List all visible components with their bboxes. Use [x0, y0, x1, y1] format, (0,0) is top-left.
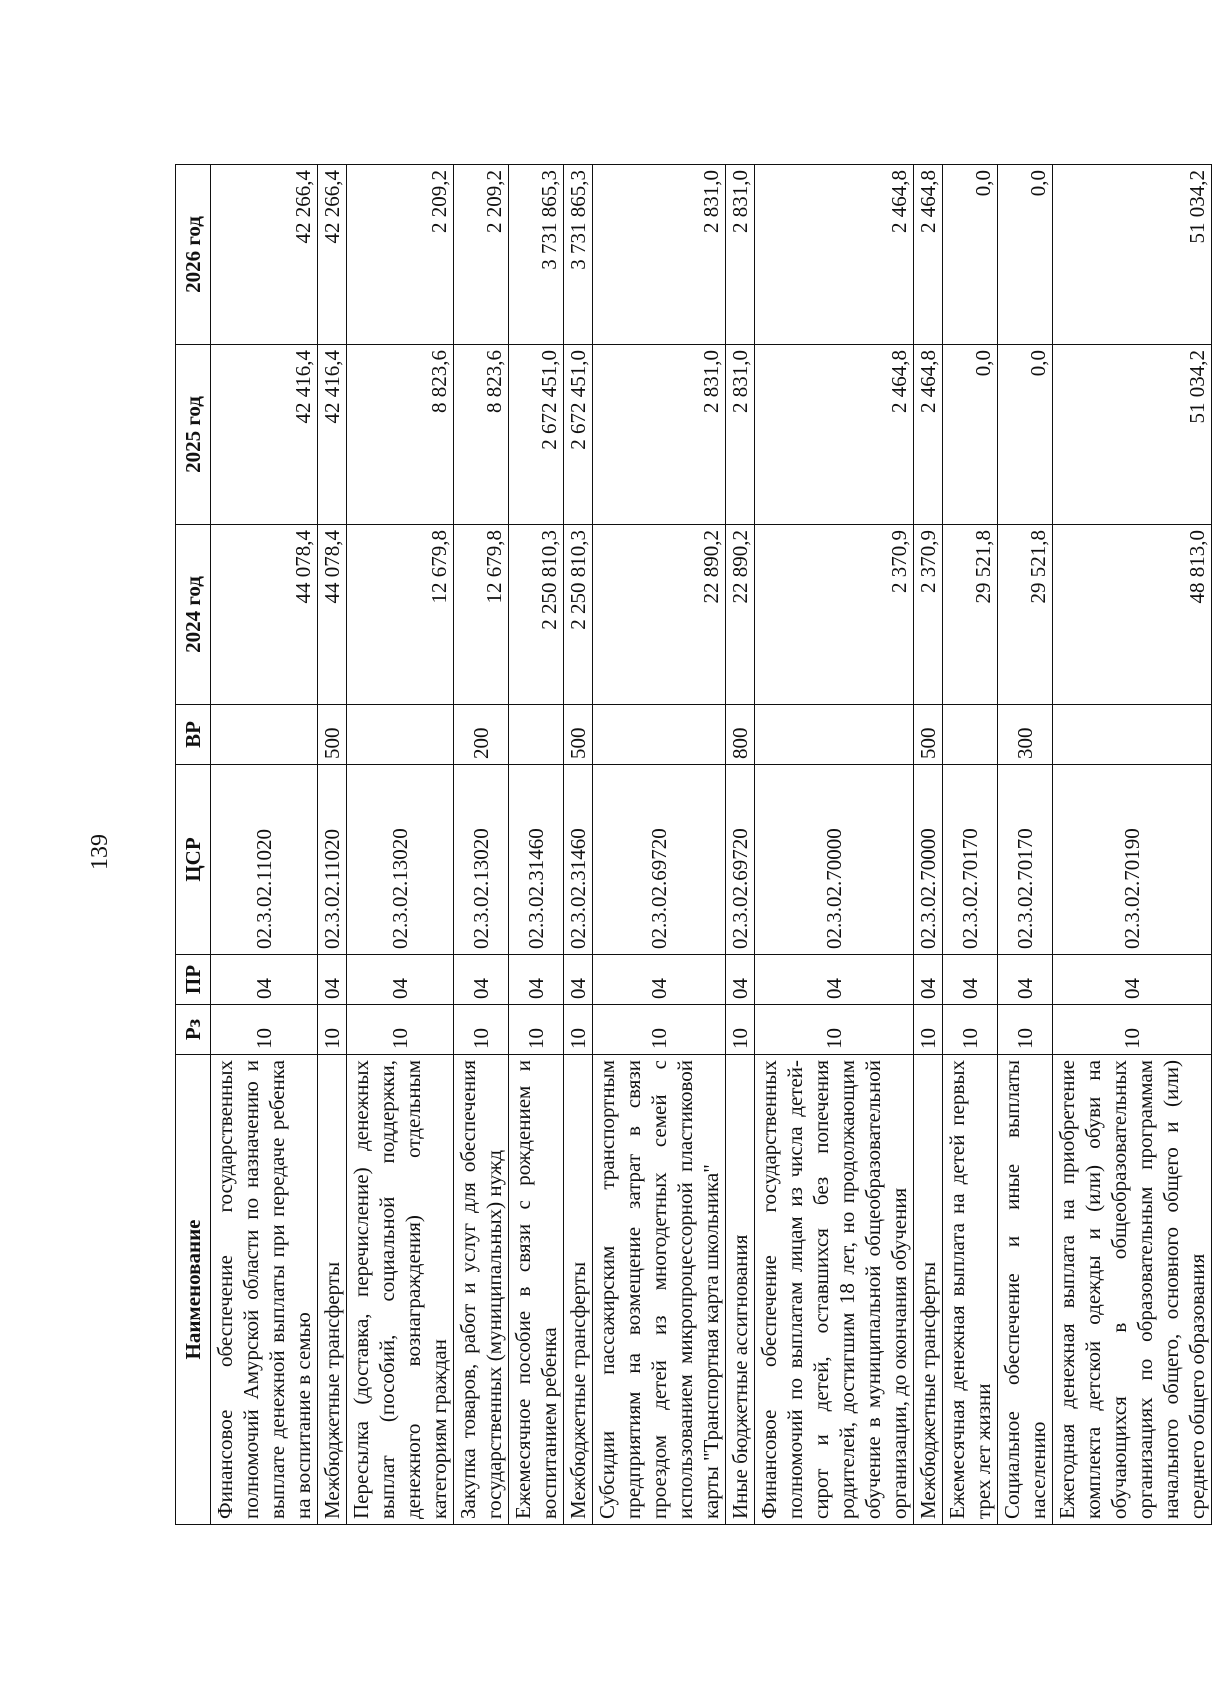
- cell-name: Ежегодная денежная выплата на приобретение комплекта детской одежды и (или) обуви на обучающихся в общеобразовательных организациях по образовательным программам начального общего, основного общего и (или) среднего общего образования: [1053, 1055, 1212, 1525]
- table-row: [564, 165, 593, 1525]
- cell-2026: 2 831,0: [726, 165, 755, 345]
- table-row: [454, 165, 509, 1525]
- cell-2026: 2 209,2: [454, 165, 509, 345]
- cell-2026: 42 266,4: [318, 165, 347, 345]
- cell-rz: 10: [454, 1005, 509, 1055]
- cell-name: Закупка товаров, работ и услуг для обеспечения государственных (муниципальных) нужд: [454, 1055, 509, 1525]
- cell-2025: 2 672 451,0: [564, 345, 593, 525]
- cell-2024: 2 370,9: [755, 525, 914, 705]
- cell-pr: 04: [564, 955, 593, 1005]
- cell-pr: 04: [726, 955, 755, 1005]
- header-row: [176, 165, 211, 1525]
- cell-2026: 0,0: [998, 165, 1053, 345]
- cell-2026: 42 266,4: [211, 165, 318, 345]
- cell-2024: 29 521,8: [998, 525, 1053, 705]
- header-pr: ПР: [176, 955, 211, 1005]
- cell-vr: [509, 705, 564, 765]
- cell-pr: 04: [593, 955, 726, 1005]
- cell-name: Социальное обеспечение и иные выплаты населению: [998, 1055, 1053, 1525]
- cell-2026: 2 464,8: [914, 165, 943, 345]
- cell-2026: 3 731 865,3: [509, 165, 564, 345]
- table-row: [347, 165, 454, 1525]
- cell-2025: 2 831,0: [593, 345, 726, 525]
- cell-csr: 02.3.02.13020: [347, 765, 454, 955]
- cell-2024: 12 679,8: [347, 525, 454, 705]
- cell-vr: [347, 705, 454, 765]
- cell-2024: 48 813,0: [1053, 525, 1212, 705]
- cell-2025: 2 464,8: [755, 345, 914, 525]
- cell-2024: 2 250 810,3: [564, 525, 593, 705]
- cell-rz: 10: [1053, 1005, 1212, 1055]
- table-row: [509, 165, 564, 1525]
- cell-pr: 04: [347, 955, 454, 1005]
- cell-rz: 10: [726, 1005, 755, 1055]
- table-body: [211, 165, 1212, 1525]
- cell-rz: 10: [347, 1005, 454, 1055]
- header-name: Наименование: [176, 1055, 211, 1525]
- cell-name: Финансовое обеспечение государственных полномочий Амурской области по назначению и выплате денежной выплаты при передаче ребенка на воспитание в семью: [211, 1055, 318, 1525]
- cell-pr: 04: [1053, 955, 1212, 1005]
- cell-2025: 2 464,8: [914, 345, 943, 525]
- cell-2026: 2 209,2: [347, 165, 454, 345]
- cell-name: Финансовое обеспечение государственных полномочий по выплатам лицам из числа детей-сирот и детей, оставшихся без попечения родителей, достигшим 18 лет, но продолжающим обучение в муниципальной общеобразовательной организации, до окончания обучения: [755, 1055, 914, 1525]
- cell-rz: 10: [755, 1005, 914, 1055]
- cell-name: Иные бюджетные ассигнования: [726, 1055, 755, 1525]
- cell-csr: 02.3.02.31460: [564, 765, 593, 955]
- cell-pr: 04: [454, 955, 509, 1005]
- cell-name: Пересылка (доставка, перечисление) денежных выплат (пособий, социальной поддержки, денежного вознаграждения) отдельным категориям граждан: [347, 1055, 454, 1525]
- cell-rz: 10: [564, 1005, 593, 1055]
- cell-2025: 8 823,6: [347, 345, 454, 525]
- cell-2026: 2 831,0: [593, 165, 726, 345]
- table-row: [726, 165, 755, 1525]
- cell-csr: 02.3.02.11020: [318, 765, 347, 955]
- cell-2025: 2 672 451,0: [509, 345, 564, 525]
- table-row: [998, 165, 1053, 1525]
- cell-pr: 04: [318, 955, 347, 1005]
- cell-2024: 29 521,8: [943, 525, 998, 705]
- cell-2026: 3 731 865,3: [564, 165, 593, 345]
- cell-pr: 04: [943, 955, 998, 1005]
- cell-rz: 10: [318, 1005, 347, 1055]
- table-row: [318, 165, 347, 1525]
- cell-2025: 42 416,4: [211, 345, 318, 525]
- cell-name: Субсидии пассажирским транспортным предприятиям на возмещение затрат в связи проездом детей из многодетных семей с использованием микропроцессорной пластиковой карты "Транспортная карта школьника": [593, 1055, 726, 1525]
- cell-csr: 02.3.02.70000: [755, 765, 914, 955]
- cell-name: Межбюджетные трансферты: [914, 1055, 943, 1525]
- table-row: [1053, 165, 1212, 1525]
- header-rz: Рз: [176, 1005, 211, 1055]
- cell-vr: [211, 705, 318, 765]
- cell-rz: 10: [211, 1005, 318, 1055]
- cell-2025: 51 034,2: [1053, 345, 1212, 525]
- budget-table: [175, 164, 1212, 1525]
- cell-2024: 22 890,2: [593, 525, 726, 705]
- table-row: [211, 165, 318, 1525]
- cell-vr: [943, 705, 998, 765]
- cell-rz: 10: [509, 1005, 564, 1055]
- cell-name: Ежемесячное пособие в связи с рождением и воспитанием ребенка: [509, 1055, 564, 1525]
- header-vr: ВР: [176, 705, 211, 765]
- cell-csr: 02.3.02.70190: [1053, 765, 1212, 955]
- cell-2024: 12 679,8: [454, 525, 509, 705]
- cell-vr: [1053, 705, 1212, 765]
- cell-2024: 44 078,4: [211, 525, 318, 705]
- cell-2025: 8 823,6: [454, 345, 509, 525]
- cell-2024: 2 250 810,3: [509, 525, 564, 705]
- cell-csr: 02.3.02.69720: [726, 765, 755, 955]
- table-row: [943, 165, 998, 1525]
- cell-2025: 0,0: [998, 345, 1053, 525]
- cell-name: Межбюджетные трансферты: [564, 1055, 593, 1525]
- page-number: 139: [87, 834, 113, 870]
- cell-vr: 800: [726, 705, 755, 765]
- cell-vr: 500: [318, 705, 347, 765]
- header-2026: 2026 год: [176, 165, 211, 345]
- cell-vr: 300: [998, 705, 1053, 765]
- table-row: [593, 165, 726, 1525]
- cell-rz: 10: [943, 1005, 998, 1055]
- cell-name: Межбюджетные трансферты: [318, 1055, 347, 1525]
- cell-2024: 2 370,9: [914, 525, 943, 705]
- cell-csr: 02.3.02.11020: [211, 765, 318, 955]
- cell-pr: 04: [509, 955, 564, 1005]
- cell-pr: 04: [755, 955, 914, 1005]
- cell-csr: 02.3.02.70170: [998, 765, 1053, 955]
- cell-vr: 500: [914, 705, 943, 765]
- cell-vr: 200: [454, 705, 509, 765]
- cell-csr: 02.3.02.70000: [914, 765, 943, 955]
- cell-2024: 44 078,4: [318, 525, 347, 705]
- cell-2026: 51 034,2: [1053, 165, 1212, 345]
- header-2025: 2025 год: [176, 345, 211, 525]
- cell-csr: 02.3.02.31460: [509, 765, 564, 955]
- cell-2026: 0,0: [943, 165, 998, 345]
- cell-csr: 02.3.02.69720: [593, 765, 726, 955]
- cell-csr: 02.3.02.70170: [943, 765, 998, 955]
- cell-rz: 10: [593, 1005, 726, 1055]
- cell-rz: 10: [998, 1005, 1053, 1055]
- cell-pr: 04: [998, 955, 1053, 1005]
- cell-2025: 2 831,0: [726, 345, 755, 525]
- budget-table-container: [175, 165, 1209, 1525]
- cell-csr: 02.3.02.13020: [454, 765, 509, 955]
- cell-rz: 10: [914, 1005, 943, 1055]
- cell-pr: 04: [914, 955, 943, 1005]
- header-csr: ЦСР: [176, 765, 211, 955]
- cell-vr: [755, 705, 914, 765]
- table-row: [914, 165, 943, 1525]
- cell-name: Ежемесячная денежная выплата на детей первых трех лет жизни: [943, 1055, 998, 1525]
- cell-2025: 42 416,4: [318, 345, 347, 525]
- header-2024: 2024 год: [176, 525, 211, 705]
- cell-vr: [593, 705, 726, 765]
- cell-2025: 0,0: [943, 345, 998, 525]
- cell-2024: 22 890,2: [726, 525, 755, 705]
- cell-2026: 2 464,8: [755, 165, 914, 345]
- cell-vr: 500: [564, 705, 593, 765]
- cell-pr: 04: [211, 955, 318, 1005]
- table-row: [755, 165, 914, 1525]
